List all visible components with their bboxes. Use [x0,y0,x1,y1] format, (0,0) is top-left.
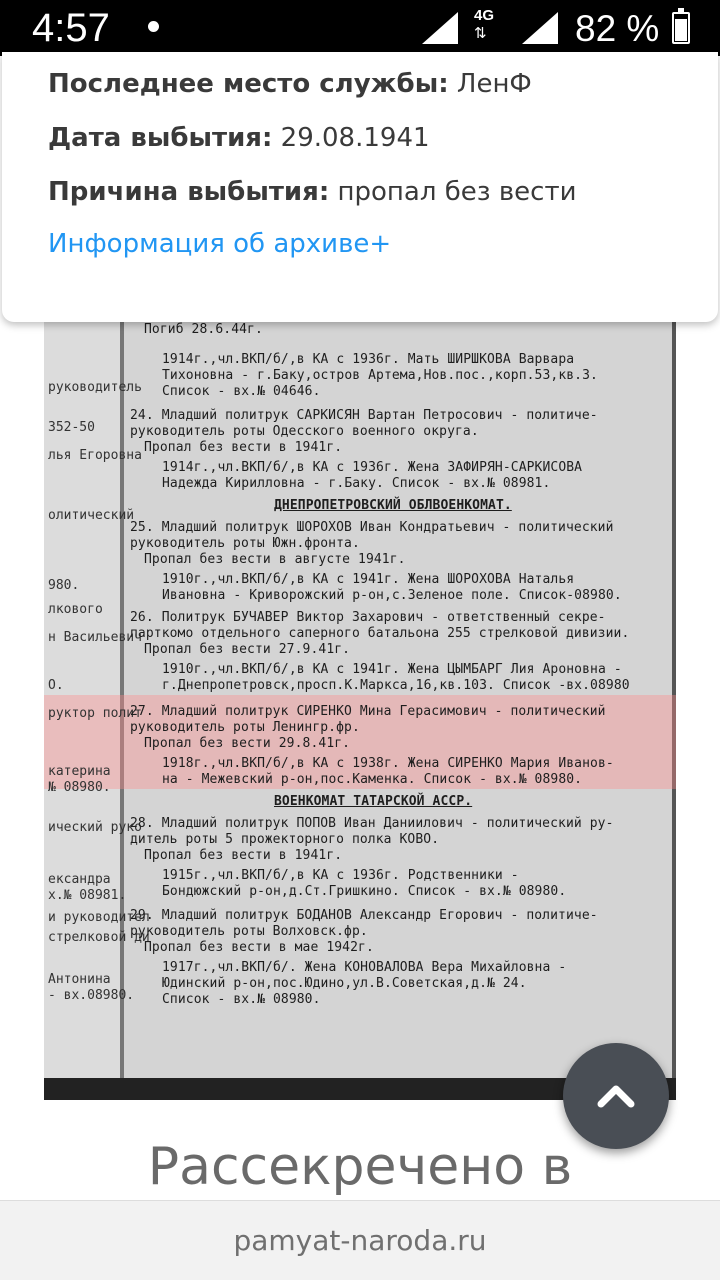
margin-note: ександра [48,872,111,887]
document-line: 1917г.,чл.ВКП/б/. Жена КОНОВАЛОВА Вера Михайловна - [162,960,567,975]
document-line: 1918г.,чл.ВКП/б/,в КА с 1938г. Жена СИРЕНКО Мария Иванов- [162,756,614,771]
document-line: 1910г.,чл.ВКП/б/,в КА с 1941г. Жена ЦЫМБАРГ Лия Ароновна - [162,662,622,677]
margin-note: № 08980. [48,780,111,795]
margin-note: - вх.08980. [48,988,135,1003]
departure-reason-value: пропал без вести [337,177,577,207]
document-line: руководитель роты Одесского военного округа. [130,424,479,439]
margin-note: Антонина [48,972,111,987]
document-section-heading: ВОЕНКОМАТ ТАТАРСКОЙ АССР. [274,794,473,809]
document-line: Пропал без вести в 1941г. [144,440,343,455]
document-section-heading: ДНЕПРОПЕТРОВСКИЙ ОБЛВОЕНКОМАТ. [274,498,512,513]
document-line: 29. Младший политрук БОДАНОВ Александр Егорович - политиче- [130,908,598,923]
departure-date-label: Дата выбытия: [48,123,273,153]
document-line: 1915г.,чл.ВКП/б/,в КА с 1936г. Родственники - [162,868,519,883]
margin-note: руктор полит [48,706,142,721]
document-line: 1914г.,чл.ВКП/б/,в КА с 1936г. Жена ЗАФИРЯН-САРКИСОВА [162,460,583,475]
margin-note: 352-50 [48,420,95,435]
document-line: 1910г.,чл.ВКП/б/,в КА с 1941г. Жена ШОРОХОВА Наталья [162,572,575,587]
info-card [2,52,718,322]
last-service-value: ЛенФ [456,69,532,99]
document-line: руководитель роты Южн.фронта. [130,536,360,551]
document-line: Тихоновна - г.Баку,остров Артема,Нов.пос.,корп.53,кв.3. [162,368,598,383]
document-line: Погиб 28.6.44г. [144,322,263,337]
signal-strength-icon [522,12,558,44]
archive-info-link[interactable]: Информация об архиве+ [48,229,392,259]
document-line: Пропал без вести в 1941г. [144,848,343,863]
margin-note: руководитель [48,380,142,395]
status-time: 4:57 [32,6,110,50]
document-line: Надежда Кирилловна - г.Баку. Список - вх.№ 08981. [162,476,551,491]
margin-note: стрелковой ди [48,930,150,945]
data-arrows-icon: ⇅ [474,24,487,42]
margin-note: и руководител [48,910,150,925]
document-line: Юдинский р-он,пос.Юдино,ул.В.Советская,д.№ 24. [162,976,527,991]
status-bar [0,0,720,56]
document-line: Список - вх.№ 04646. [162,384,321,399]
document-line: руководитель роты Волховск.фр. [130,924,368,939]
departure-reason-row [48,174,577,210]
document-line: 24. Младший политрук САРКИСЯН Вартан Петросович - политиче- [130,408,598,423]
margin-note: лкового [48,602,103,617]
last-service-row [48,66,532,102]
document-line: 26. Политрук БУЧАВЕР Виктор Захарович - ответственный секре- [130,610,606,625]
battery-percentage: 82 % [575,8,660,49]
document-line: 28. Младший политрук ПОПОВ Иван Даниилович - политический ру- [130,816,614,831]
scroll-top-button[interactable] [563,1043,669,1149]
document-line: Бондюжский р-он,д.Ст.Гришкино. Список - вх.№ 08980. [162,884,567,899]
document-line: на - Межевский р-он,пос.Каменка. Список - вх.№ 08980. [162,772,583,787]
notification-dot-icon [148,21,159,32]
departure-date-value: 29.08.1941 [280,123,430,153]
margin-note: х.№ 08981. [48,888,127,903]
url-bar[interactable] [0,1200,720,1280]
url-text: pamyat-naroda.ru [233,1224,487,1257]
departure-date-row [48,120,430,156]
signal-icon [422,12,458,44]
document-line: Ивановна - Криворожский р-он,с.Зеленое поле. Список-08980. [162,588,622,603]
margin-note: О. [48,678,64,693]
document-line: дитель роты 5 прожекторного полка КОВО. [130,832,440,847]
margin-note: олитический [48,508,135,523]
document-line: Пропал без вести в мае 1942г. [144,940,374,955]
document-line: Пропал без вести 29.8.41г. [144,736,351,751]
document-line: Пропал без вести 27.9.41г. [144,642,351,657]
margin-note: ический руко [48,820,142,835]
last-service-label: Последнее место службы: [48,69,449,99]
margin-note: лья Егоровна [48,448,142,463]
document-line: руководитель роты Ленингр.фр. [130,720,360,735]
chevron-up-icon [596,1080,636,1110]
document-line: г.Днепропетровск,просп.К.Маркса,16,кв.103. Список -вх.08980 [162,678,630,693]
network-type: 4G [474,7,495,24]
document-line: Список - вх.№ 08980. [162,992,321,1007]
margin-note: 980. [48,578,80,593]
document-line: 25. Младший политрук ШОРОХОВ Иван Кондратьевич - политический [130,520,614,535]
document-line: 1914г.,чл.ВКП/б/,в КА с 1936г. Мать ШИРШКОВА Варвара [162,352,575,367]
battery-icon [672,12,690,44]
margin-note: катерина [48,764,111,779]
departure-reason-label: Причина выбытия: [48,177,330,207]
margin-note: н Васильевич [48,630,142,645]
declassified-heading: Рассекречено в [147,1137,573,1197]
document-line: 27. Младший политрук СИРЕНКО Мина Герасимович - политический [130,704,606,719]
document-line: Пропал без вести в августе 1941г. [144,552,406,567]
document-line: парткомо отдельного саперного батальона 255 стрелковой дивизии. [130,626,630,641]
document-scan [44,300,676,1100]
